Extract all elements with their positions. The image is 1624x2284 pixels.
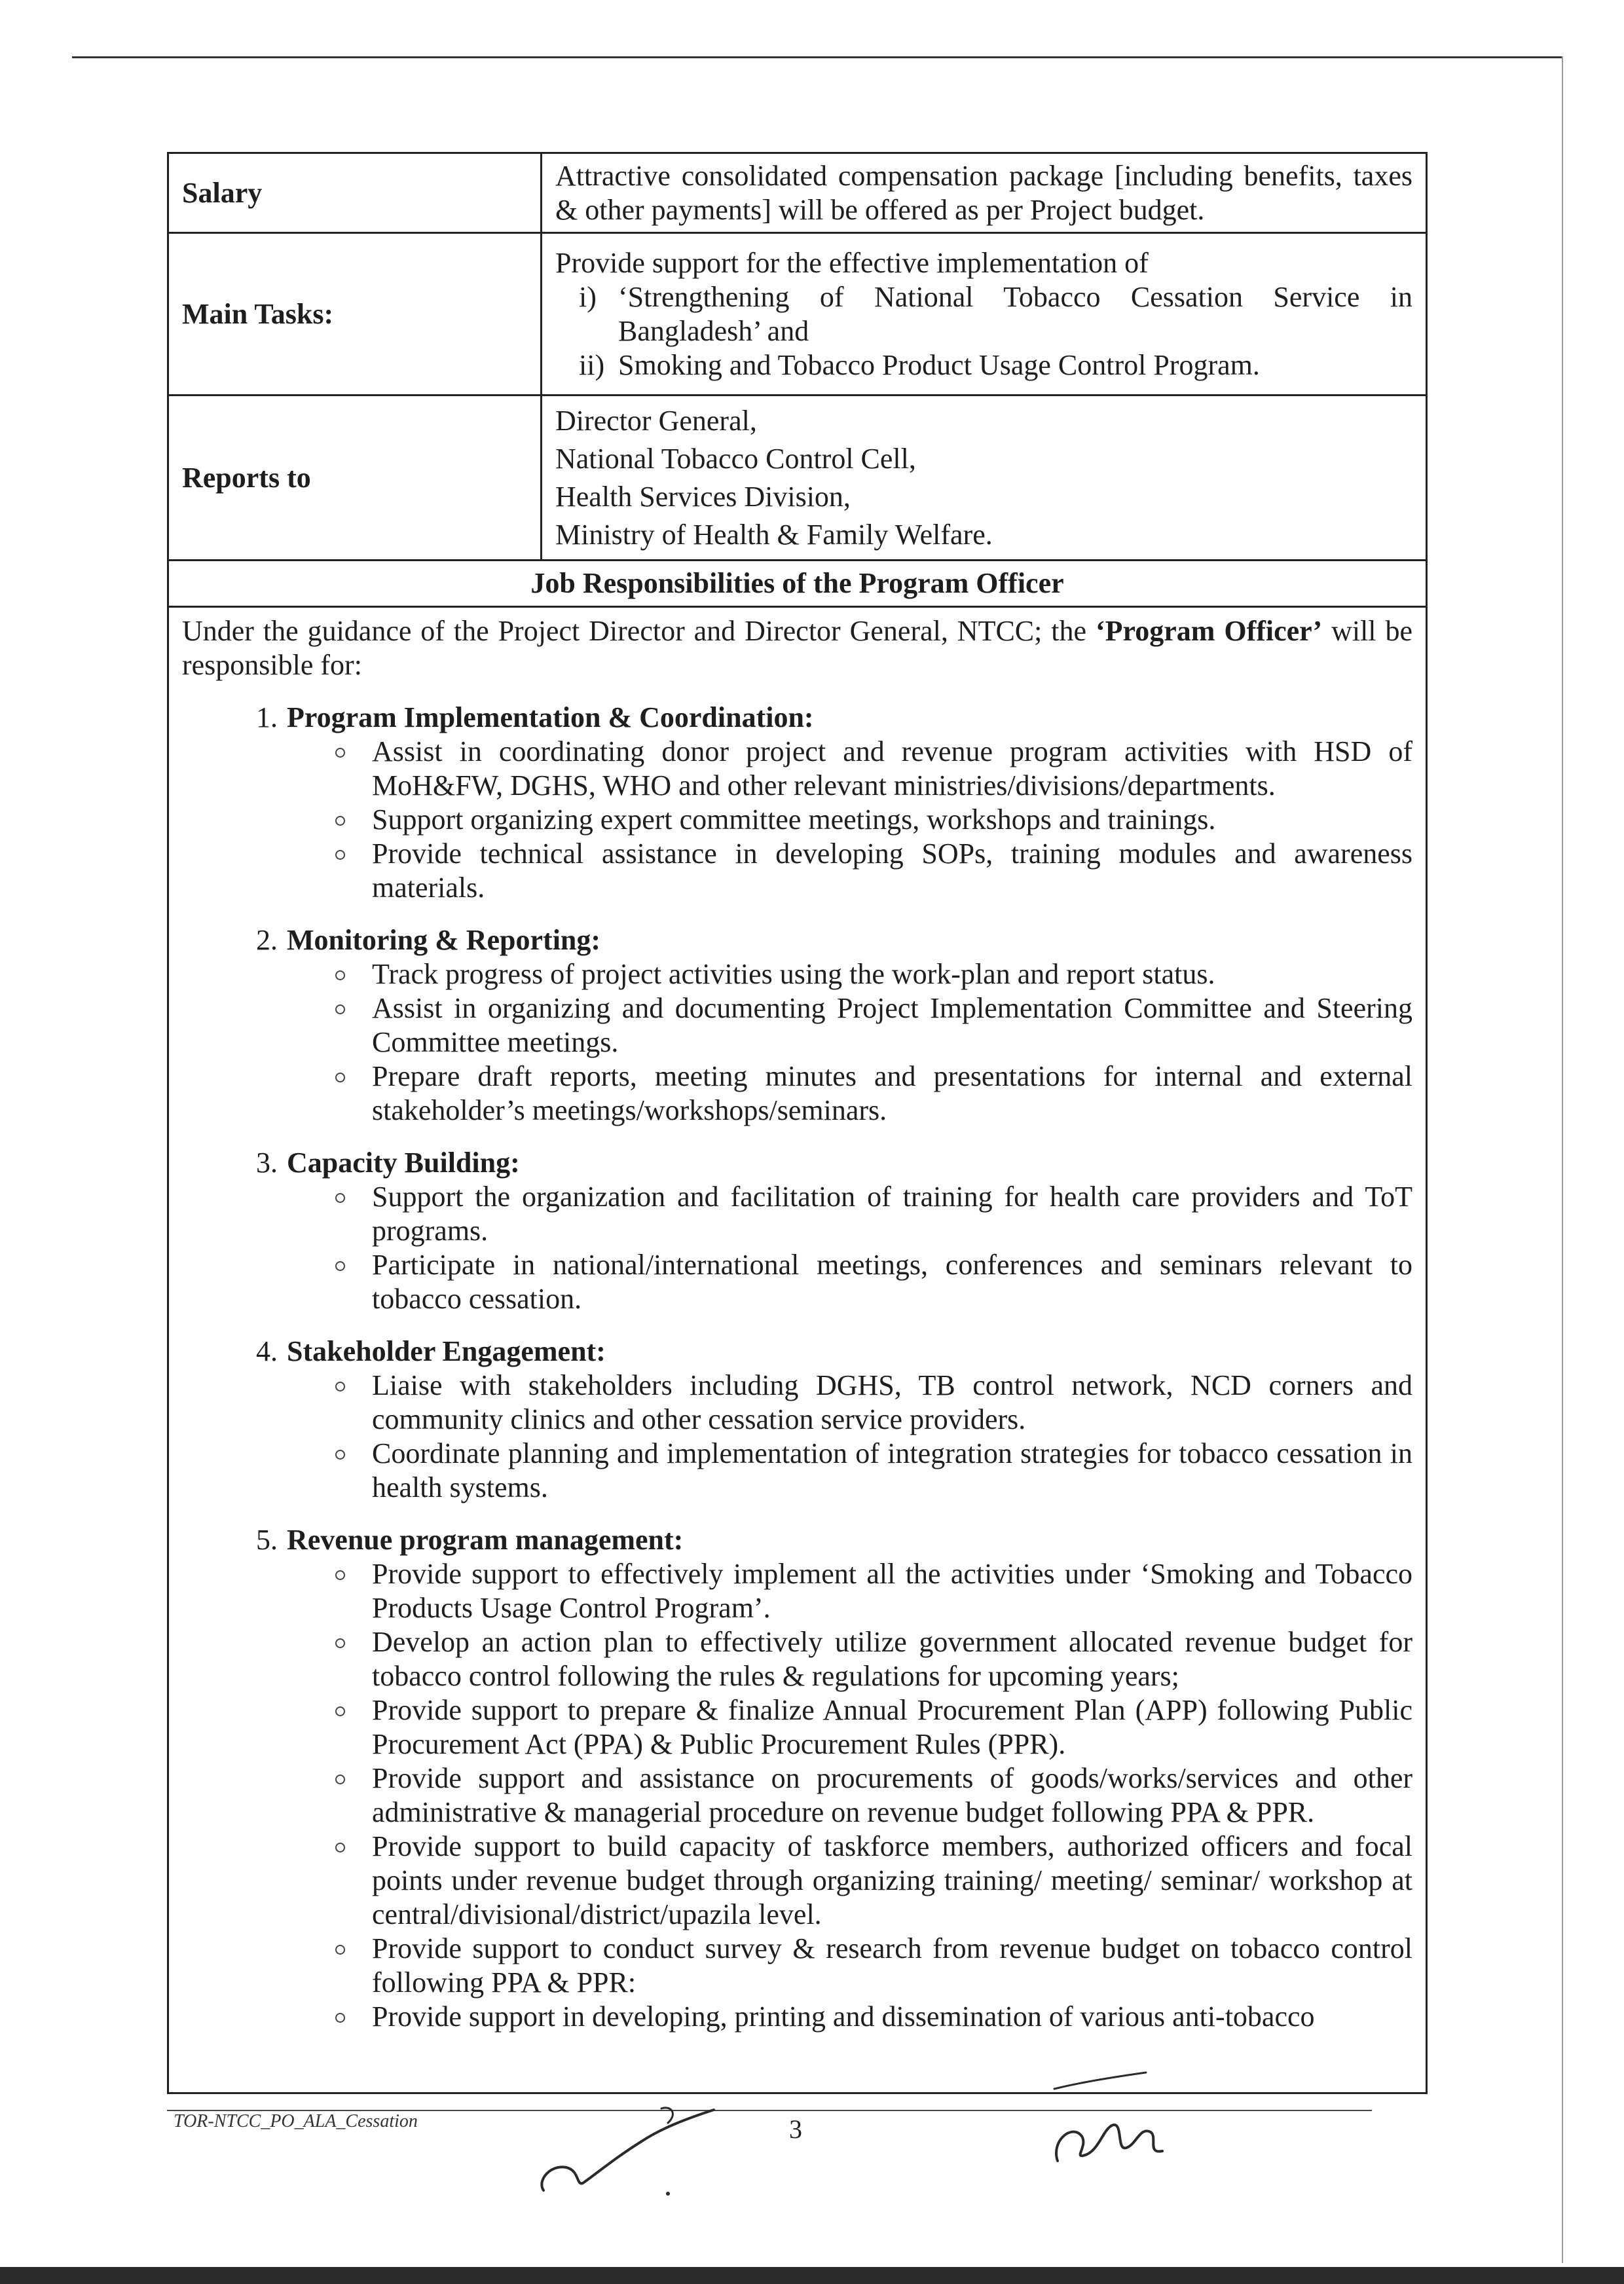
intro-role: ‘Program Officer’ <box>1095 615 1323 647</box>
section-heading <box>182 1335 1412 1369</box>
bullet-item: Participate in national/international meetings, conferences and seminars relevant to tobacco cessation. <box>372 1249 1412 1315</box>
reports-to-value <box>542 396 1427 561</box>
main-tasks-value <box>542 233 1427 396</box>
section-heading <box>182 1146 1412 1180</box>
section-bullet-list <box>182 735 1412 905</box>
scan-edge <box>0 2267 1624 2284</box>
responsibility-section <box>182 923 1412 1128</box>
bullet-item: Provide support to prepare & finalize Annual Procurement Plan (APP) following Public Procurement Act (PPA) & Public Procurement Rules (PPR). <box>372 1694 1412 1760</box>
section-title: Program Implementation & Coordination: <box>287 701 814 733</box>
bullet-item: Liaise with stakeholders including DGHS, TB control network, NCD corners and community clinics and other cessation service providers. <box>372 1369 1412 1435</box>
responsibilities-row <box>168 607 1427 2093</box>
bullet-item: Assist in organizing and documenting Project Implementation Committee and Steering Committee meetings. <box>372 992 1412 1058</box>
salary-value: Attractive consolidated compensation package [including benefits, taxes & other payments] will be offered as per Project budget. <box>542 153 1427 233</box>
section-heading <box>182 701 1412 735</box>
page-number: 3 <box>789 2114 802 2144</box>
responsibility-section <box>182 1335 1412 1505</box>
responsibility-section <box>182 701 1412 905</box>
bullet-item: Prepare draft reports, meeting minutes and presentations for internal and external stakeholder’s meetings/workshops/seminars. <box>372 1060 1412 1126</box>
salary-row <box>168 153 1427 233</box>
bullet-item: Provide support to effectively implement all the activities under ‘Smoking and Tobacco Products Usage Control Program’. <box>372 1558 1412 1624</box>
salary-label: Salary <box>168 153 542 233</box>
reports-to-line: National Tobacco Control Cell, <box>555 442 916 475</box>
bullet-item: Provide support to conduct survey & research from revenue budget on tobacco control following PPA & PPR: <box>372 1932 1412 1998</box>
section-title: Monitoring & Reporting: <box>287 924 601 956</box>
top-rule <box>72 56 1562 58</box>
main-task-item <box>579 348 1412 382</box>
responsibilities-intro <box>182 614 1412 682</box>
bullet-item: Track progress of project activities using the work-plan and report status. <box>372 957 1412 991</box>
section-bullet-list <box>182 1369 1412 1505</box>
reports-to-row <box>168 396 1427 561</box>
main-tasks-label: Main Tasks: <box>168 233 542 396</box>
bullet-item: Provide support to build capacity of taskforce members, authorized officers and focal points under revenue budget through organizing training/ meeting/ seminar/ workshop at central/divisional/district/upazila level. <box>372 1830 1412 1930</box>
section-title: Revenue program management: <box>287 1524 684 1556</box>
responsibilities-heading-row <box>168 561 1427 607</box>
signature-left <box>530 2102 727 2200</box>
intro-text: Under the guidance of the Project Director and Director General, NTCC; the <box>182 615 1096 647</box>
section-heading <box>182 923 1412 957</box>
responsibility-section <box>182 1523 1412 2034</box>
section-heading <box>182 1523 1412 1557</box>
responsibilities-body <box>168 607 1427 2093</box>
section-bullet-list <box>182 1180 1412 1316</box>
terms-table <box>167 152 1428 2094</box>
bullet-item: Coordinate planning and implementation of integration strategies for tobacco cessation in health systems. <box>372 1437 1412 1503</box>
main-tasks-row <box>168 233 1427 396</box>
section-number: 2. <box>256 924 278 956</box>
main-task-number: ii) <box>579 348 605 381</box>
bullet-item: Assist in coordinating donor project and revenue program activities with HSD of MoH&FW, DGHS, WHO and other relevant ministries/divisions/departments. <box>372 735 1412 801</box>
section-bullet-list <box>182 1557 1412 2034</box>
footer-document-code: TOR-NTCC_PO_ALA_Cessation <box>174 2111 418 2131</box>
bullet-item: Support the organization and facilitation of training for health care providers and ToT programs. <box>372 1181 1412 1247</box>
main-task-item <box>579 280 1412 348</box>
bullet-item: Provide support and assistance on procurements of goods/works/services and other administrative & managerial procedure on revenue budget following PPA & PPR. <box>372 1762 1412 1828</box>
responsibility-sections <box>182 701 1412 2034</box>
bullet-item: Support organizing expert committee meetings, workshops and trainings. <box>372 803 1412 837</box>
page-edge <box>1562 56 1563 2263</box>
section-number: 4. <box>256 1335 278 1367</box>
responsibilities-heading: Job Responsibilities of the Program Officer <box>168 561 1427 607</box>
section-number: 5. <box>256 1524 278 1556</box>
signature-right <box>1041 2063 1211 2174</box>
section-title: Capacity Building: <box>287 1147 520 1179</box>
reports-to-label: Reports to <box>168 396 542 561</box>
responsibility-section <box>182 1146 1412 1316</box>
main-task-text: Smoking and Tobacco Product Usage Control Program. <box>618 348 1260 381</box>
intro-text-end: will be responsible for: <box>182 615 1412 681</box>
main-task-number: i) <box>579 280 597 313</box>
bullet-item: Provide support in developing, printing and dissemination of various anti-tobacco <box>372 2000 1412 2034</box>
main-tasks-intro: Provide support for the effective implementation of <box>555 246 1149 279</box>
reports-to-line: Ministry of Health & Family Welfare. <box>555 518 993 551</box>
reports-to-line: Health Services Division, <box>555 480 851 513</box>
section-title: Stakeholder Engagement: <box>287 1335 606 1367</box>
section-number: 3. <box>256 1147 278 1179</box>
bullet-item: Provide technical assistance in developing SOPs, training modules and awareness materials. <box>372 838 1412 904</box>
main-task-text: ‘Strengthening of National Tobacco Cessation Service in Bangladesh’ and <box>618 280 1412 347</box>
bullet-item: Develop an action plan to effectively utilize government allocated revenue budget for tobacco control following the rules & regulations for upcoming years; <box>372 1626 1412 1692</box>
reports-to-line: Director General, <box>555 404 757 437</box>
section-bullet-list <box>182 957 1412 1128</box>
section-number: 1. <box>256 701 278 733</box>
